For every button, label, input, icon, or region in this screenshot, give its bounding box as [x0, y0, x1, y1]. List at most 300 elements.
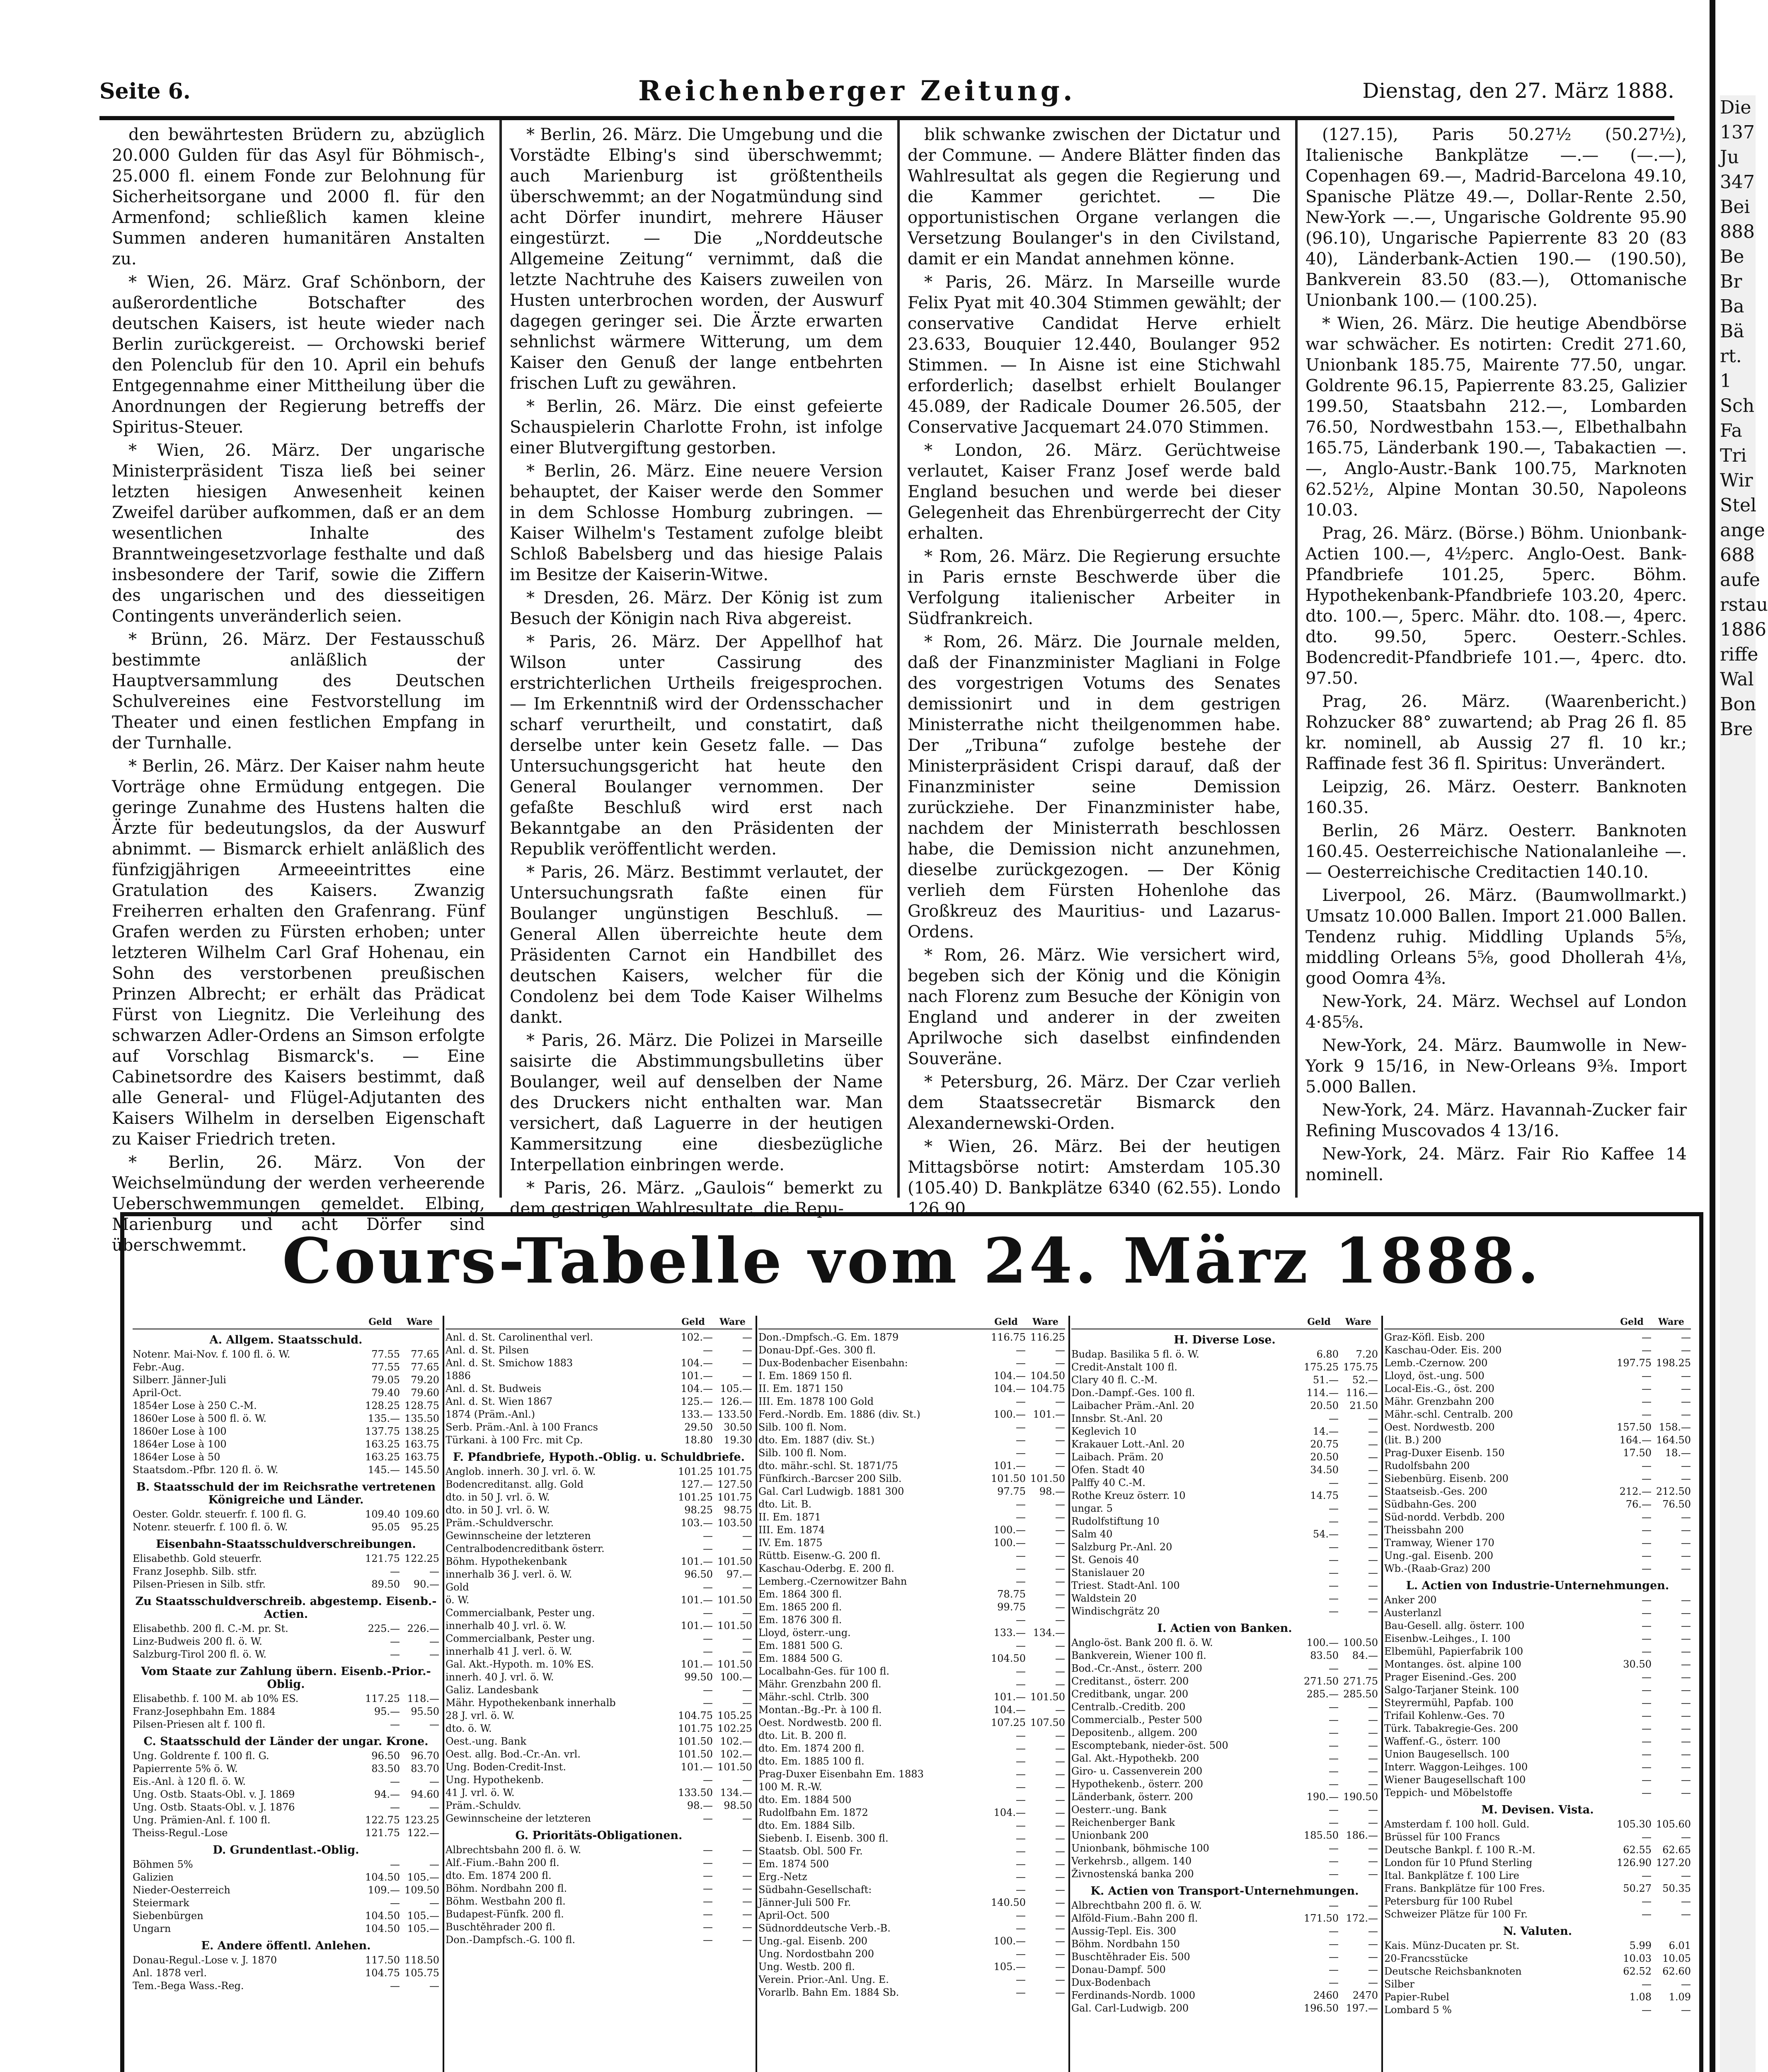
security-name: Mähr.-schl. Ctrlb. 300	[758, 1691, 869, 1703]
ware-value: —	[1368, 1541, 1378, 1553]
table-row	[758, 1344, 1065, 1357]
table-divider	[1381, 1316, 1383, 2072]
security-name: Don.-Dampf.-Ges. 100 fl.	[1071, 1387, 1195, 1399]
geld-value: —	[1642, 2004, 1652, 2016]
ware-value: —	[742, 1908, 752, 1920]
table-row	[446, 1434, 752, 1447]
ware-value: —	[1681, 1563, 1691, 1574]
geld-value: —	[1016, 1768, 1026, 1780]
table-row	[758, 1716, 1065, 1729]
security-name: Steyrermühl, Papfab. 100	[1384, 1697, 1514, 1709]
geld-value: —	[1016, 1678, 1026, 1690]
table-row	[133, 1348, 439, 1361]
ware-value: —	[1368, 1605, 1378, 1617]
geld-value: —	[1642, 1736, 1652, 1747]
market-paragraph: * Wien, 26. März. Die heutige Abendbörse war schwächer. Es notirten: Credit 271.60, Unionbank 185.75, Mairente 77.50, ungar. Goldrente 96.15, Papierrente 83.25, Galizier 199.50, Staatsbahn 212.—, Lombarden 76.50, Nordwestbahn 153.—, Elbethalbahn 165.75, Länderbank 190.—, Tabakactien —.—, Anglo-Austr.-Bank 100.75, Marknoten 62.52½, Alpine Montan 30.50, Napoleons 10.03.	[1305, 314, 1687, 520]
table-section-heading: Eisenbahn-Staatsschuldverschreibungen.	[156, 1538, 416, 1551]
ware-value: 105.75	[404, 1967, 439, 1979]
ware-value: 197.—	[1346, 2002, 1378, 2014]
ware-value: 105.—	[720, 1383, 752, 1394]
security-name: Don.-Dampfsch.-G. 100 fl.	[446, 1934, 576, 1946]
security-name: Theiss-Regul.-Lose	[133, 1827, 228, 1839]
table-row	[758, 1678, 1065, 1691]
table-row	[758, 1652, 1065, 1665]
table-columns	[133, 1316, 1691, 2072]
table-row	[1384, 1357, 1691, 1370]
ware-value: 100.50	[1343, 1637, 1378, 1648]
security-name: Ung. Boden-Credit-Inst.	[446, 1761, 566, 1773]
security-name: Fünfkirch.-Barcser 200 Silb.	[758, 1473, 902, 1484]
table-section-heading: L. Actien von Industrie-Unternehmungen.	[1406, 1579, 1669, 1592]
security-name: Prag-Duxer Eisenb. 150	[1384, 1447, 1505, 1459]
table-row	[1071, 1765, 1378, 1778]
table-row	[133, 1910, 439, 1922]
geld-value: 104.—	[681, 1357, 713, 1369]
ware-value: 145.50	[404, 1464, 439, 1476]
table-row	[446, 1382, 752, 1395]
ware-value: —	[1055, 1858, 1065, 1870]
table-row	[133, 1508, 439, 1521]
ware-value: 138.25	[404, 1426, 439, 1437]
security-name: 1860er Lose à 100	[133, 1426, 227, 1437]
table-row	[1071, 1726, 1378, 1739]
ware-value: —	[742, 1344, 752, 1356]
security-name: Anglo-öst. Bank 200 fl. ö. W.	[1071, 1637, 1213, 1648]
security-name: Ung.-gal. Eisenb. 200	[1384, 1550, 1493, 1561]
security-name: Živnostenská banka 200	[1071, 1868, 1194, 1880]
ware-value: 101.50	[717, 1620, 752, 1631]
ware-value: —	[1055, 1910, 1065, 1921]
security-name: Notenr. Mai-Nov. f. 100 fl. ö. W.	[133, 1348, 291, 1360]
table-row	[1071, 1541, 1378, 1554]
security-name: Austerlanzl	[1384, 1607, 1442, 1619]
security-name: Silber	[1384, 1978, 1414, 1990]
geld-value: —	[1016, 1665, 1026, 1677]
table-row	[1071, 1868, 1378, 1881]
table-row	[758, 1639, 1065, 1652]
geld-value: 95.—	[374, 1706, 400, 1717]
table-row	[758, 1768, 1065, 1781]
security-name: Ung. Westb. 200 fl.	[758, 1961, 855, 1973]
ware-label: Ware	[407, 1317, 433, 1327]
geld-value: —	[1016, 1910, 1026, 1921]
security-name: Em. 1881 500 G.	[758, 1640, 843, 1651]
security-name: Steiermark	[133, 1897, 189, 1909]
geld-value: —	[1642, 1511, 1652, 1523]
table-row	[1384, 1965, 1691, 1978]
security-name: (lit. B.) 200	[1384, 1434, 1441, 1446]
geld-value: 17.50	[1623, 1447, 1652, 1459]
table-row	[446, 1478, 752, 1491]
security-name: Ung. Nordostbahn 200	[758, 1948, 874, 1960]
security-name: Clary 40 fl. C.-M.	[1071, 1374, 1158, 1386]
table-row	[758, 1382, 1065, 1395]
security-name: Graz-Köfl. Eisb. 200	[1384, 1331, 1485, 1343]
security-name: Eis.-Anl. à 120 fl. ö. W.	[133, 1776, 246, 1787]
table-row	[1071, 1778, 1378, 1791]
security-name: Don.-Dmpfsch.-G. Em. 1879	[758, 1331, 899, 1343]
security-name: Böhmen 5%	[133, 1859, 193, 1870]
geld-value: 101.—	[681, 1370, 713, 1382]
ware-label: Ware	[1345, 1317, 1371, 1327]
security-name: Tem.-Bega Wass.-Reg.	[133, 1980, 244, 1992]
ware-value: 109.60	[404, 1508, 439, 1520]
ware-value: 127.20	[1656, 1857, 1691, 1869]
table-row	[1071, 1361, 1378, 1374]
table-row	[446, 1735, 752, 1748]
security-name: Dux-Bodenbacher Eisenbahn:	[758, 1357, 908, 1369]
geld-label: Geld	[368, 1317, 392, 1327]
market-paragraph: Prag, 26. März. (Börse.) Böhm. Unionbank-Actien 100.—, 4½perc. Anglo-Oest. Bank-Pfandbriefe 101.25, 5perc. Böhm. Hypothekenbank-Pfandbriefe 103.20, 4perc. dto. 100.—, 5perc. Mähr. dto. 108.—, 4perc. dto. 99.50, 5perc. Oesterr.-Schles. Bodencredit-Pfandbriefe 101.—, 4perc. dto. 97.50.	[1305, 524, 1687, 688]
table-row	[758, 1627, 1065, 1639]
security-name: Oest.-ung. Bank	[446, 1736, 527, 1747]
geld-label: Geld	[1307, 1317, 1331, 1327]
security-name: Triest. Stadt-Anl. 100	[1071, 1580, 1180, 1591]
security-name: Stanislauer 20	[1071, 1567, 1145, 1578]
table-row	[758, 1460, 1065, 1472]
geld-ware-header	[446, 1316, 752, 1329]
ware-value: 134.—	[1033, 1627, 1065, 1639]
ware-value: —	[1368, 1451, 1378, 1463]
ware-value: —	[1681, 1473, 1691, 1484]
table-row	[446, 1908, 752, 1921]
table-divider	[443, 1316, 444, 2072]
table-row	[133, 1814, 439, 1827]
geld-value: 109.40	[365, 1508, 400, 1520]
ware-value: —	[1368, 1765, 1378, 1777]
geld-value: 117.50	[365, 1954, 400, 1966]
ware-value: —	[1368, 1528, 1378, 1540]
ware-value: —	[1368, 1503, 1378, 1514]
table-row	[446, 1491, 752, 1504]
table-row	[446, 1786, 752, 1799]
geld-value: 197.75	[1617, 1357, 1652, 1369]
geld-value: —	[1329, 1951, 1339, 1963]
table-row	[1384, 1774, 1691, 1786]
news-paragraph: * Paris, 26. März. „Gaulois“ bemerkt zu dem gestrigen Wahlresultate, die Repu-	[510, 1179, 883, 1218]
ware-value: —	[1368, 1593, 1378, 1604]
table-section-heading: K. Actien von Transport-Unternehmungen.	[1090, 1885, 1359, 1898]
security-name: Ferdinands-Nordb. 1000	[1071, 1990, 1196, 2001]
geld-value: —	[1329, 1752, 1339, 1764]
security-name: ungar. 5	[1071, 1503, 1113, 1514]
table-row	[758, 1357, 1065, 1370]
edge-text-fragment: Bä	[1720, 321, 1744, 342]
ware-value: —	[1368, 1951, 1378, 1963]
edge-text-fragment: Ju	[1720, 147, 1739, 168]
security-name: Franz Josephb. Silb. stfr.	[133, 1566, 257, 1577]
security-name: innerhalb 41 J. verl. ö. W.	[446, 1646, 572, 1657]
geld-value: —	[703, 1813, 713, 1824]
table-row	[1071, 1477, 1378, 1489]
table-row	[1071, 1399, 1378, 1412]
geld-value: —	[703, 1870, 713, 1881]
ware-value: —	[1055, 1524, 1065, 1536]
table-row	[446, 1344, 752, 1357]
geld-value: —	[1329, 1503, 1339, 1514]
ware-value: —	[742, 1857, 752, 1869]
geld-value: 185.50	[1304, 1830, 1339, 1841]
table-row	[1071, 1374, 1378, 1387]
geld-value: —	[1329, 1817, 1339, 1828]
table-row	[446, 1395, 752, 1408]
security-name: Donau-Dampf. 500	[1071, 1964, 1166, 1975]
table-row	[446, 1331, 752, 1344]
geld-value: —	[1329, 1580, 1339, 1591]
security-name: dto. Em. 1884 500	[758, 1794, 852, 1806]
table-row	[133, 1412, 439, 1425]
geld-value: —	[1329, 1977, 1339, 1988]
ware-value: 79.20	[411, 1374, 439, 1386]
geld-value: —	[1016, 1974, 1026, 1985]
geld-value: 100.—	[993, 1935, 1026, 1947]
table-row	[1384, 1761, 1691, 1774]
security-name: Theissbahn 200	[1384, 1524, 1464, 1536]
ware-value: —	[1055, 1614, 1065, 1626]
geld-value: —	[390, 1801, 400, 1813]
geld-value: —	[1642, 1370, 1652, 1382]
security-name: Lemberg.-Czernowitzer Bahn	[758, 1576, 907, 1587]
geld-value: 30.50	[1623, 1658, 1652, 1670]
table-column-3	[758, 1316, 1065, 2072]
ware-value: —	[1368, 1752, 1378, 1764]
security-name: dto. in 50 J. vrl. ö. W.	[446, 1504, 550, 1516]
ware-value: —	[429, 1636, 439, 1647]
security-name: Pilsen-Priesen alt f. 100 fl.	[133, 1719, 266, 1730]
ware-value: —	[742, 1633, 752, 1644]
geld-value: 104.50	[991, 1653, 1026, 1664]
security-name: Pilsen-Priesen in Silb. stfr.	[133, 1578, 266, 1590]
geld-value: —	[703, 1883, 713, 1894]
ware-value: 158.—	[1659, 1421, 1691, 1433]
security-name: Dux-Bodenbach	[1071, 1977, 1151, 1988]
news-paragraph: * Rom, 26. März. Die Journale melden, daß der Finanzminister Magliani in Folge des vorgestrigen Votums des Senates demissionirt und in dem gestrigen Ministerrathe nicht theilgenommen habe. Der „Tribuna“ zufolge bestehe der Ministerpräsident Crispi darauf, daß der Finanzminister seine Demission zurückziehe. Der Finanzminister habe, nachdem der Ministerrath beschlossen habe, die Demission nicht anzunehmen, dieselbe zurückgezogen. — Der König verlieh dem Fürsten Hohenlohe das Großkreuz des Mauritius- und Lazarus-Ordens.	[908, 632, 1281, 942]
ware-value: —	[1055, 1665, 1065, 1677]
geld-value: —	[1642, 1908, 1652, 1920]
security-name: Credit-Anstalt 100 fl.	[1071, 1361, 1177, 1373]
ware-value: —	[1055, 1794, 1065, 1806]
geld-value: 10.03	[1623, 1953, 1652, 1964]
security-name: Montan.-Bg.-Pr. à 100 fl.	[758, 1704, 882, 1716]
ware-value: —	[429, 1776, 439, 1787]
table-row	[133, 1750, 439, 1762]
ware-value: —	[1055, 1871, 1065, 1883]
table-row	[446, 1722, 752, 1735]
table-section-heading: Zu Staatsschuldverschreib. abgestemp. Eisenb.-Actien.	[135, 1595, 437, 1621]
table-row	[758, 1575, 1065, 1588]
ware-value: —	[1681, 1774, 1691, 1786]
ware-value: —	[742, 1844, 752, 1856]
geld-value: 18.80	[684, 1434, 713, 1446]
table-row	[133, 1980, 439, 1992]
security-name: Union Baugesellsch. 100	[1384, 1748, 1510, 1760]
security-name: Süd-nordd. Verbdb. 200	[1384, 1511, 1505, 1523]
security-name: Windischgrätz 20	[1071, 1605, 1160, 1617]
table-row	[758, 1614, 1065, 1627]
security-name: Mähr.-schl. Centralb. 200	[1384, 1409, 1513, 1420]
table-row	[1384, 1472, 1691, 1485]
geld-value: 101.50	[678, 1736, 713, 1747]
table-row	[1384, 1748, 1691, 1761]
ware-value: —	[1368, 1515, 1378, 1527]
geld-value: —	[1329, 1740, 1339, 1751]
security-name: Rudolfbahn Em. 1872	[758, 1807, 868, 1818]
table-row	[1384, 1831, 1691, 1844]
table-row	[446, 1857, 752, 1869]
security-name: Albrechtbahn 200 fl. ö. W.	[1071, 1900, 1202, 1911]
ware-value: —	[742, 1607, 752, 1619]
ware-value: —	[1368, 1426, 1378, 1437]
geld-value: 109.—	[368, 1884, 400, 1896]
ware-value: —	[1055, 1576, 1065, 1587]
table-row	[758, 1922, 1065, 1935]
ware-value: 79.60	[411, 1387, 439, 1399]
security-name: Böhm. Nordbahn 150	[1071, 1938, 1180, 1950]
geld-value: 117.25	[365, 1693, 400, 1704]
edge-text-fragment: Die	[1720, 97, 1751, 118]
table-row	[1384, 1869, 1691, 1882]
geld-value: 116.75	[991, 1331, 1026, 1343]
table-row	[1071, 1502, 1378, 1515]
ware-value: —	[1681, 1895, 1691, 1907]
security-name: Ung. Prämien-Anl. f. 100 fl.	[133, 1814, 271, 1826]
edge-text-fragment: Stel	[1720, 495, 1756, 516]
table-row	[1384, 1844, 1691, 1857]
ware-value: 7.20	[1356, 1348, 1378, 1360]
security-name: Trifail Kohlenw.-Ges. 70	[1384, 1710, 1505, 1721]
ware-value: 103.50	[717, 1517, 752, 1529]
masthead-title: Reichenberger Zeitung.	[638, 75, 1076, 107]
security-name: Gewinnscheine der letzteren	[446, 1813, 591, 1824]
geld-value: —	[1642, 1895, 1652, 1907]
geld-value: 100.—	[993, 1409, 1026, 1420]
table-row	[1071, 1925, 1378, 1938]
ware-value: 101.50	[717, 1556, 752, 1567]
table-column-1	[133, 1316, 439, 2072]
table-row	[446, 1645, 752, 1658]
security-name: Petersburg für 100 Rubel	[1384, 1895, 1513, 1907]
security-name: Mähr. Hypothekenbank innerhalb	[446, 1697, 616, 1709]
ware-value: —	[1055, 1550, 1065, 1561]
ware-value: 101.50	[717, 1658, 752, 1670]
security-name: Salgo-Tarjaner Steink. 100	[1384, 1684, 1519, 1696]
ware-value: —	[1681, 1787, 1691, 1798]
geld-value: —	[1016, 1858, 1026, 1870]
ware-value: —	[1681, 1978, 1691, 1990]
table-row	[1071, 1752, 1378, 1765]
security-name: Elisabethb. Gold steuerfr.	[133, 1553, 262, 1564]
geld-value: 62.55	[1623, 1844, 1652, 1856]
ware-value: —	[1055, 1421, 1065, 1433]
ware-value: 52.—	[1352, 1374, 1378, 1386]
column-divider	[1295, 120, 1298, 1198]
table-divider	[756, 1316, 757, 2072]
news-paragraph: * Rom, 26. März. Wie versichert wird, begeben sich der König und die Königin nach Florenz zum Besuche der Königin von England und anderer in der zweiten Aprilwoche sich daselbst einfindenden Souveräne.	[908, 946, 1281, 1068]
table-row	[758, 1909, 1065, 1922]
geld-value: —	[1329, 1714, 1339, 1726]
geld-value: —	[390, 1648, 400, 1660]
geld-value: 171.50	[1304, 1912, 1339, 1924]
ware-value: —	[1055, 1601, 1065, 1613]
security-name: Oester. Goldr. steuerfr. f. 100 fl. G.	[133, 1508, 307, 1520]
table-row	[758, 1601, 1065, 1614]
geld-value: —	[703, 1857, 713, 1869]
security-name: Alf.-Fium.-Bahn 200 fl.	[446, 1857, 559, 1869]
ware-value: —	[1681, 1646, 1691, 1657]
ware-value: —	[742, 1934, 752, 1946]
security-name: Local-Eis.-G., öst. 200	[1384, 1383, 1494, 1394]
geld-value: 101.50	[991, 1473, 1026, 1484]
security-name: Verein. Prior.-Anl. Ung. E.	[758, 1974, 889, 1985]
security-name: Budapest-Fünfk. 200 fl.	[446, 1908, 564, 1920]
table-row	[446, 1748, 752, 1761]
table-row	[133, 1954, 439, 1967]
geld-value: —	[1016, 1421, 1026, 1433]
ware-value: —	[1368, 1663, 1378, 1674]
table-row	[1384, 1331, 1691, 1344]
geld-value: —	[1642, 1748, 1652, 1760]
table-row	[1071, 1636, 1378, 1649]
security-name: Böhm. Westbahn 200 fl.	[446, 1895, 566, 1907]
ware-value: —	[742, 1357, 752, 1369]
ware-value: —	[1368, 1938, 1378, 1950]
edge-text-fragment: Sch	[1720, 395, 1755, 416]
ware-value: —	[1368, 1464, 1378, 1476]
table-row	[446, 1542, 752, 1555]
ware-value: 10.05	[1662, 1953, 1691, 1964]
geld-value: —	[1329, 1701, 1339, 1713]
geld-ware-header	[1071, 1316, 1378, 1329]
table-row	[1384, 1952, 1691, 1965]
table-row	[1384, 1658, 1691, 1671]
geld-value: 101.75	[678, 1723, 713, 1734]
ware-value: 116.—	[1346, 1387, 1378, 1399]
geld-value: —	[1642, 1646, 1652, 1657]
geld-value: —	[390, 1859, 400, 1870]
news-paragraph: * Paris, 26. März. Bestimmt verlautet, der Untersuchungsrath faßte einen für Boulanger ungünstigen Beschluß. — General Allen überreichte heute dem Präsidenten Carnot ein Handbillet des deutschen Kaisers, welcher für die Condolenz bei dem Tode Kaiser Wilhelms dankt.	[510, 863, 883, 1027]
security-name: Waldstein 20	[1071, 1593, 1137, 1604]
table-row	[133, 1762, 439, 1775]
geld-value: —	[1329, 1554, 1339, 1566]
geld-value: 102.—	[681, 1331, 713, 1343]
table-section-heading: E. Andere öffentl. Anlehen.	[201, 1939, 371, 1952]
geld-value: 104.—	[993, 1370, 1026, 1382]
geld-value: —	[1642, 1550, 1652, 1561]
ware-value: 105.60	[1656, 1818, 1691, 1830]
geld-value: 104.—	[681, 1383, 713, 1394]
table-row	[133, 1361, 439, 1374]
geld-value: —	[1329, 1541, 1339, 1553]
security-name: Nieder-Oesterreich	[133, 1884, 230, 1896]
security-name: Prager Eisenind.-Ges. 200	[1384, 1671, 1516, 1683]
geld-value: —	[1016, 1948, 1026, 1960]
geld-value: 94.—	[374, 1789, 400, 1800]
table-row	[1071, 1662, 1378, 1675]
edge-text-fragment: Wir	[1720, 470, 1753, 491]
table-row	[758, 1588, 1065, 1601]
table-row	[1071, 1855, 1378, 1868]
geld-value: 271.50	[1304, 1675, 1339, 1687]
ware-value: 109.50	[404, 1884, 439, 1896]
table-row	[758, 1511, 1065, 1524]
table-row	[133, 1801, 439, 1814]
ware-value: —	[429, 1897, 439, 1909]
security-name: Centralb.-Creditb. 200	[1071, 1701, 1186, 1713]
ware-value: —	[1368, 1701, 1378, 1713]
table-row	[1071, 1912, 1378, 1925]
ware-value: 95.50	[411, 1706, 439, 1717]
geld-value: 121.75	[365, 1553, 400, 1564]
